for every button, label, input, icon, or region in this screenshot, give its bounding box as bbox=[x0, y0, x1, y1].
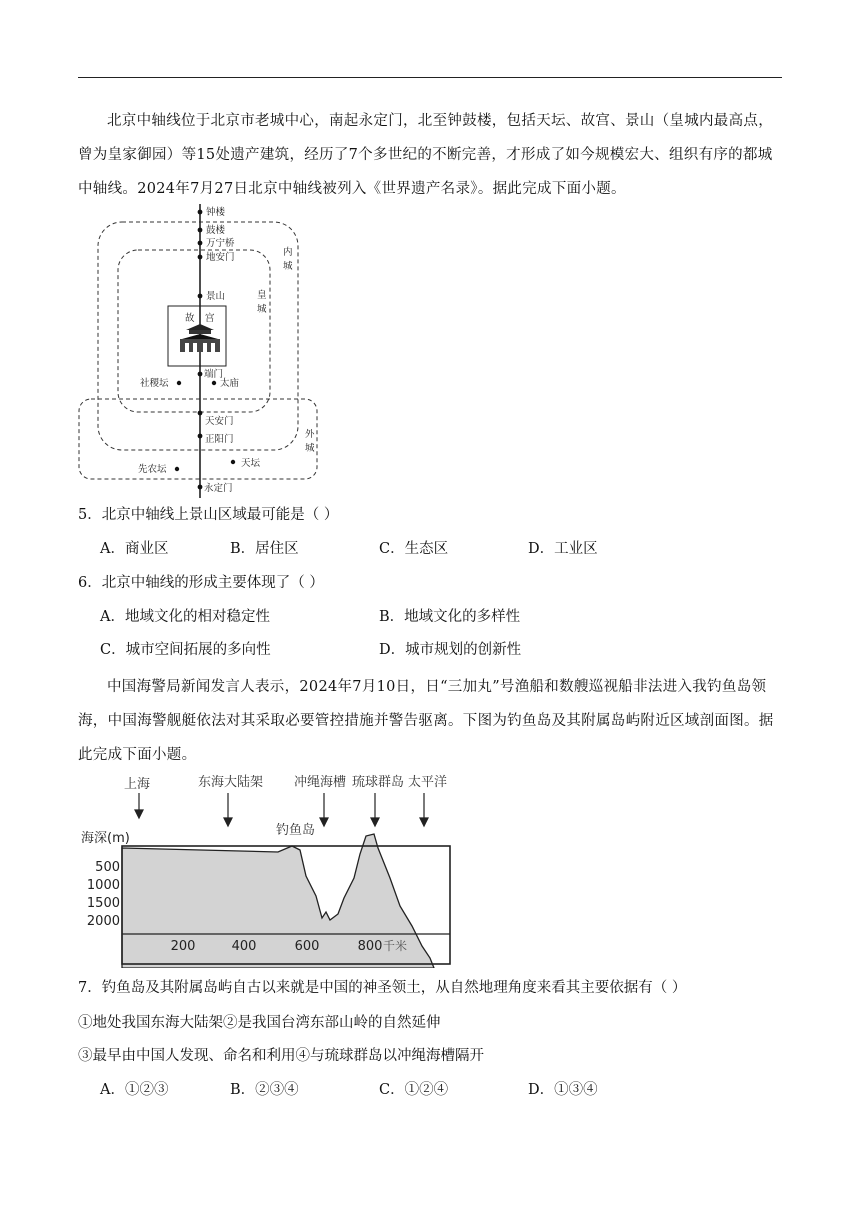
annot-trough: 冲绳海槽 bbox=[294, 775, 347, 790]
y-tick-1500: 1500 bbox=[86, 896, 120, 911]
q7-option-c[interactable]: C．①②④ bbox=[379, 1082, 449, 1098]
q7-statement-2: ③最早由中国人发现、命名和利用④与琉球群岛以冲绳海槽隔开 bbox=[78, 1048, 484, 1064]
x-axis-unit: 千米 bbox=[383, 939, 408, 953]
label-zhonglou: 钟楼 bbox=[206, 207, 226, 218]
annot-pacific: 太平洋 bbox=[408, 775, 448, 790]
x-tick-200: 200 bbox=[170, 939, 196, 954]
x-tick-800: 800 bbox=[357, 939, 383, 954]
q6-option-a[interactable]: A．地域文化的相对稳定性 bbox=[100, 609, 270, 625]
label-tiananmen: 天安门 bbox=[205, 416, 234, 427]
label-huang-cheng: 城 bbox=[257, 304, 267, 315]
palace-icon bbox=[180, 324, 220, 352]
annot-shelf: 东海大陆架 bbox=[198, 775, 264, 790]
q6-option-c[interactable]: C．城市空间拓展的多向性 bbox=[100, 642, 271, 658]
label-gulou: 鼓楼 bbox=[206, 225, 226, 236]
label-nei-cheng: 城 bbox=[283, 261, 293, 272]
header-rule bbox=[78, 77, 782, 78]
passage-axis: 北京中轴线位于北京市老城中心，南起永定门，北至钟鼓楼，包括天坛、故宫、景山（皇城内最高点，曾为皇家御园）等15处遗产建筑，经历了7个多世纪的不断完善，才形成了如今规模宏大、组织有序的都城中轴线。2024年7月27日北京中轴线被列入《世界遗产名录》。据此完成下面小题。 bbox=[78, 113, 773, 197]
q5-option-d[interactable]: D．工业区 bbox=[528, 541, 598, 557]
q5-option-c[interactable]: C．生态区 bbox=[379, 541, 449, 557]
q6-option-b[interactable]: B．地域文化的多样性 bbox=[379, 609, 521, 625]
label-tiantan: 天坛 bbox=[241, 458, 261, 469]
annot-shanghai: 上海 bbox=[124, 777, 151, 792]
q7-option-a[interactable]: A．①②③ bbox=[100, 1082, 169, 1098]
annot-ryukyu: 琉球群岛 bbox=[352, 775, 405, 790]
outer-city-boundary bbox=[79, 399, 317, 479]
annot-diaoyu: 钓鱼岛 bbox=[276, 823, 316, 838]
q7-stem: 7．钓鱼岛及其附属岛屿自古以来就是中国的神圣领土，从自然地理角度来看其主要依据有（ ） bbox=[78, 980, 687, 996]
beijing-axis-map bbox=[76, 200, 326, 500]
q7-option-b[interactable]: B．②③④ bbox=[230, 1082, 299, 1098]
label-dianmen: 地安门 bbox=[206, 252, 235, 263]
profile-chart bbox=[78, 768, 478, 968]
q5-option-b[interactable]: B．居住区 bbox=[230, 541, 299, 557]
q5-option-a[interactable]: A．商业区 bbox=[100, 541, 169, 557]
y-tick-500: 500 bbox=[95, 860, 120, 875]
q7-statement-1: ①地处我国东海大陆架②是我国台湾东部山岭的自然延伸 bbox=[78, 1015, 441, 1031]
y-tick-1000: 1000 bbox=[86, 878, 120, 893]
label-duanmen: 端门 bbox=[204, 369, 224, 380]
q6-stem: 6．北京中轴线的形成主要体现了（ ） bbox=[78, 575, 324, 591]
label-nei: 内 bbox=[283, 247, 293, 258]
y-tick-2000: 2000 bbox=[86, 914, 120, 929]
q6-option-d[interactable]: D．城市规划的创新性 bbox=[379, 642, 522, 658]
label-jingshan: 景山 bbox=[206, 291, 226, 302]
x-tick-400: 400 bbox=[231, 939, 257, 954]
label-yongding: 永定门 bbox=[204, 483, 233, 494]
label-gu: 故 bbox=[185, 313, 195, 324]
x-tick-600: 600 bbox=[294, 939, 320, 954]
label-gong: 宫 bbox=[205, 313, 215, 324]
label-wanning: 万宁桥 bbox=[206, 238, 235, 249]
label-huang: 皇 bbox=[257, 290, 267, 301]
label-wai-cheng: 城 bbox=[305, 443, 315, 454]
y-axis-label: 海深(m) bbox=[81, 831, 130, 846]
label-taimiao: 太庙 bbox=[220, 378, 240, 389]
label-xiannong: 先农坛 bbox=[138, 464, 167, 475]
passage-diaoyu: 中国海警局新闻发言人表示，2024年7月10日，日“三加丸”号渔船和数艘巡视船非法进入我钓鱼岛领海，中国海警舰艇依法对其采取必要管控措施并警告驱离。下图为钓鱼岛及其附属岛屿附近区域剖面图。据此完成下面小题。 bbox=[78, 679, 774, 763]
q7-option-d[interactable]: D．①③④ bbox=[528, 1082, 598, 1098]
q5-stem: 5．北京中轴线上景山区域最可能是（ ） bbox=[78, 507, 339, 523]
label-sheji: 社稷坛 bbox=[140, 378, 169, 389]
label-wai: 外 bbox=[305, 429, 315, 440]
label-zhengyang: 正阳门 bbox=[205, 434, 234, 445]
